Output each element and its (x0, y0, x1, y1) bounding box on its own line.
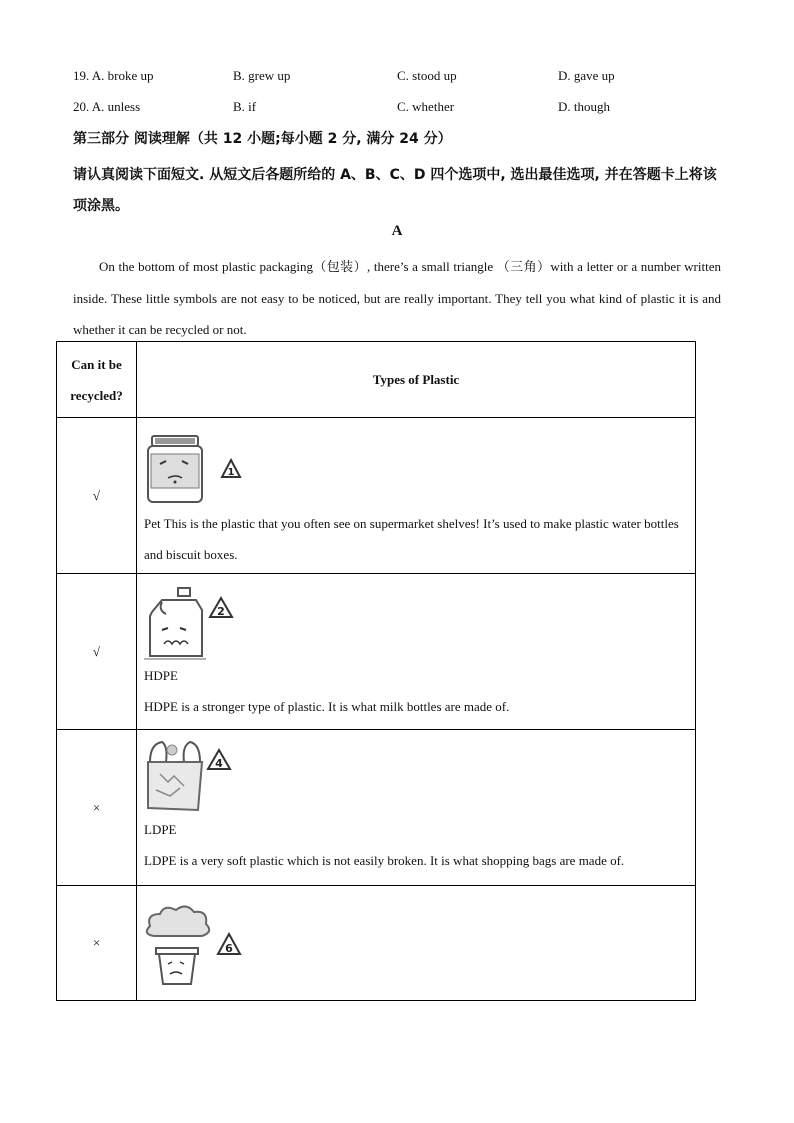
section-heading: 第三部分 阅读理解（共 12 小题;每小题 2 分, 满分 24 分） (73, 131, 452, 147)
plastic-cell (137, 730, 696, 886)
option-20-d: D. though (558, 99, 610, 114)
option-20-b: B. if (233, 99, 257, 114)
recycle-triangle-icon (220, 458, 242, 480)
recyclable-mark: √ (57, 574, 137, 730)
table-header-row (57, 342, 696, 418)
plastic-name: HDPE (144, 668, 178, 683)
option-20-c: C. whether (397, 99, 455, 114)
plastic-cell (137, 418, 696, 574)
plastic-desc: HDPE is a stronger type of plastic. It is what milk bottles are made of. (144, 699, 510, 714)
symbol-number: 6 (225, 942, 233, 955)
recycle-triangle-icon (216, 932, 242, 958)
plastic-desc: Pet This is the plastic that you often see on supermarket shelves! It’s used to make plastic water bottles and biscuit boxes. (144, 516, 679, 562)
plastic-desc: LDPE is a very soft plastic which is not easily broken. It is what shopping bags are made of. (144, 853, 625, 868)
recyclable-mark: × (57, 886, 137, 1001)
plastic-name: LDPE (144, 822, 177, 837)
table-row (57, 730, 696, 886)
bag-icon (144, 738, 206, 814)
symbol-number: 1 (227, 467, 235, 478)
cup-icon (144, 904, 218, 986)
table-row (57, 418, 696, 574)
option-20-a: 20. A. unless (73, 99, 141, 114)
recycle-triangle-icon (206, 748, 232, 772)
option-19-b: B. grew up (233, 68, 291, 83)
plastic-cell (137, 886, 696, 1001)
table-row (57, 574, 696, 730)
option-19-a: 19. A. broke up (73, 68, 154, 83)
symbol-number: 2 (217, 605, 225, 618)
option-19-c: C. stood up (397, 68, 457, 83)
recyclable-mark: × (57, 730, 137, 886)
instructions: 请认真阅读下面短文. 从短文后各题所给的 A、B、C、D 四个选项中, 选出最佳选项, 并在答题卡上将该项涂黑。 (73, 167, 717, 214)
recycle-triangle-icon (208, 596, 234, 620)
passage-text: On the bottom of most plastic packaging（包装）, there’s a small triangle （三角）with a letter or a number written inside. These little symbols are not easy to be noticed, but are really important. They tell you what kind of plastic it is and whether it can be recycled or not. (73, 259, 721, 337)
passage-title: A (391, 223, 403, 239)
header-types: Types of Plastic (137, 342, 696, 418)
header-recyclable: Can it be recycled? (57, 342, 137, 418)
table-row (57, 886, 696, 1001)
option-19-d: D. gave up (558, 68, 615, 83)
recyclable-mark: √ (57, 418, 137, 574)
plastic-cell (137, 574, 696, 730)
jug-icon (144, 586, 210, 660)
plastic-types-table (56, 341, 696, 1001)
symbol-number: 4 (215, 757, 223, 770)
